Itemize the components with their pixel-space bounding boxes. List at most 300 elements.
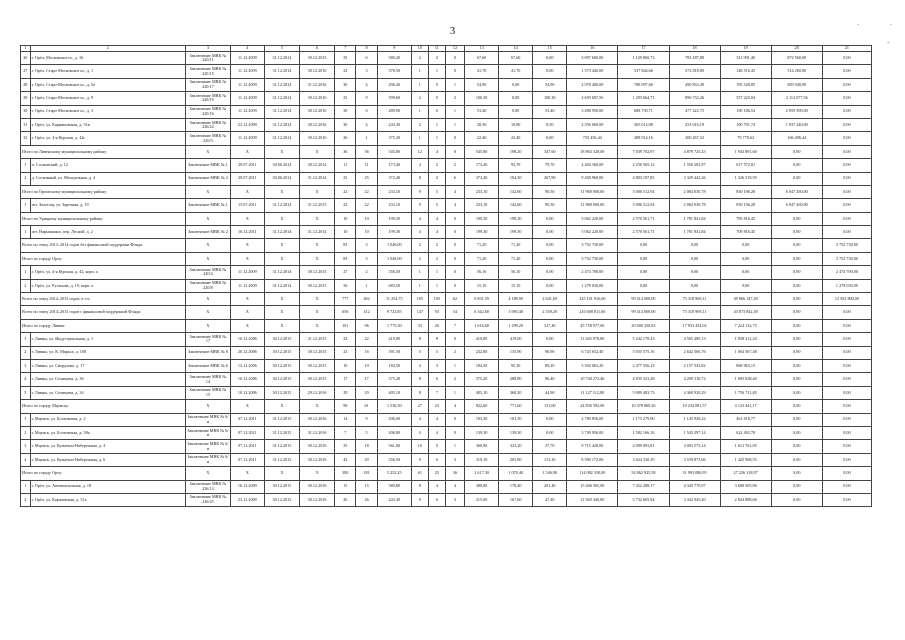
table-cell: 1 xyxy=(411,65,428,78)
table-cell: 4 209 310,72 xyxy=(669,373,720,386)
table-cell: 100,30 xyxy=(465,92,499,105)
table-cell: 22 xyxy=(356,199,377,212)
table-cell: 622 492,70 xyxy=(720,426,771,439)
document-cell: Заключение МВК № 17 xyxy=(186,333,231,346)
table-cell: X xyxy=(264,467,299,480)
table-cell: 30.12.2016 xyxy=(300,453,335,466)
table-cell: 26 xyxy=(356,493,377,506)
table-cell: 16.12.2009 xyxy=(230,480,264,493)
subtotal-label: Итого по Ливенскому муниципальному району: xyxy=(21,145,186,158)
table-cell: 0,00 xyxy=(669,279,720,292)
address-cell: г. Орёл, Старо-Московское ш., д. 1 xyxy=(30,65,186,78)
table-row xyxy=(21,226,872,239)
table-cell: 0,00 xyxy=(618,239,669,252)
table-cell: 6 xyxy=(356,105,377,118)
table-cell: 4 xyxy=(411,226,428,239)
table-cell: 1 xyxy=(411,279,428,292)
table-cell: X xyxy=(230,212,264,225)
table-cell: 0,00 xyxy=(822,400,871,413)
row-number: 2 xyxy=(21,426,31,439)
table-cell: 93,70 xyxy=(499,159,533,172)
table-cell: 11 920 440,00 xyxy=(567,493,618,506)
table-cell: 3 xyxy=(445,453,464,466)
table-cell: 31.12.2014 xyxy=(264,118,299,131)
column-number: 19 xyxy=(720,46,771,52)
table-cell: 142,60 xyxy=(499,199,533,212)
address-cell: г. Орёл, ул. Кармановская, д. 51в xyxy=(30,118,186,131)
table-row xyxy=(21,453,872,466)
table-cell: 103,30 xyxy=(465,413,499,426)
address-cell: г. Орёл, Московское ш., д. 16 xyxy=(30,52,186,65)
table-cell: 3 xyxy=(445,493,464,506)
table-cell: 43 xyxy=(335,453,356,466)
table-cell: 31.12.2016 xyxy=(300,426,335,439)
table-cell: 54 862 925,58 xyxy=(618,467,669,480)
table-cell: 375,20 xyxy=(377,373,411,386)
table-cell: 4 xyxy=(411,413,428,426)
table-cell: 2 157 543,82 xyxy=(669,359,720,372)
table-cell: 2 474 700,00 xyxy=(567,266,618,279)
table-cell: 31.12.2015 xyxy=(300,199,335,212)
table-cell: 28,30 xyxy=(465,118,499,131)
table-cell: 319,10 xyxy=(465,453,499,466)
table-cell: 0,00 xyxy=(771,212,822,225)
table-cell: 22 xyxy=(335,199,356,212)
table-cell: 31.12.2014 xyxy=(264,65,299,78)
table-cell: 31.12.2015 xyxy=(264,426,299,439)
table-cell: 31.12.2016 xyxy=(300,78,335,91)
table-cell: 30.12.2015 xyxy=(300,266,335,279)
table-cell: 419,00 xyxy=(465,333,499,346)
table-cell: 31.12.2014 xyxy=(264,132,299,145)
table-cell: 1 xyxy=(445,386,464,399)
address-cell: г. Орёл, ул. Автовокзальная, д. 18 xyxy=(30,480,186,493)
table-cell: 0,00 xyxy=(669,266,720,279)
table-cell: 96,90 xyxy=(533,346,567,359)
table-cell: X xyxy=(230,319,264,332)
table-cell: 20 600 350,83 xyxy=(618,319,669,332)
row-number: 3 xyxy=(21,359,31,372)
table-cell: 0,00 xyxy=(533,212,567,225)
table-cell: 31.12.2015 xyxy=(300,333,335,346)
table-cell: 139,30 xyxy=(499,426,533,439)
table-cell: 35 xyxy=(335,52,356,65)
table-cell: 199,30 xyxy=(377,212,411,225)
table-cell: 0 xyxy=(445,239,464,252)
table-cell: 1 xyxy=(445,105,464,118)
table-cell: X xyxy=(186,145,231,158)
subtotal-row xyxy=(21,252,872,265)
table-row xyxy=(21,493,872,506)
table-cell: X xyxy=(186,212,231,225)
table-cell: 1 xyxy=(445,78,464,91)
table-cell: 365 012,08 xyxy=(618,118,669,131)
table-cell: 15.07.2011 xyxy=(230,199,264,212)
table-cell: 0,00 xyxy=(771,440,822,453)
address-cell: г. Мценск, ул. Кузнечно-Набережная, д. 6 xyxy=(30,453,186,466)
address-cell: пгт. Залегощ, ул. Заречная, д. 19 xyxy=(30,199,186,212)
table-cell: 36 xyxy=(335,145,356,158)
table-cell: 33 xyxy=(411,319,428,332)
table-cell: 688 750,71 xyxy=(618,105,669,118)
table-cell: 167,60 xyxy=(499,493,533,506)
table-cell: 10.12.2006 xyxy=(230,333,264,346)
table-cell: 99 414 000,00 xyxy=(618,293,669,306)
table-cell: 22 xyxy=(335,185,356,198)
table-cell: 360,20 xyxy=(499,386,533,399)
table-cell: 253 016,18 xyxy=(669,118,720,131)
table-cell: 709 816,45 xyxy=(720,212,771,225)
document-cell: Заключение МВК № 226/24 xyxy=(186,118,231,131)
column-number: 18 xyxy=(669,46,720,52)
table-cell: 0,00 xyxy=(822,159,871,172)
row-number: 29 xyxy=(21,92,31,105)
subtotal-label: Итого по Орловскому муниципальному району: xyxy=(21,185,186,198)
table-cell: 17 933 434,02 xyxy=(669,319,720,332)
table-cell: 0,00 xyxy=(771,346,822,359)
table-cell: 10.12.2006 xyxy=(230,386,264,399)
table-cell: 30.12.2016 xyxy=(300,493,335,506)
document-cell: Заключение МВК № 220/8 xyxy=(186,279,231,292)
table-cell: 31.12.2014 xyxy=(264,279,299,292)
table-cell: 20.12.2006 xyxy=(230,346,264,359)
table-cell: 07.12.2011 xyxy=(230,440,264,453)
row-number: 1 xyxy=(21,266,31,279)
table-cell: 311 991,40 xyxy=(720,52,771,65)
table-cell: 206,80 xyxy=(377,426,411,439)
column-number: 12 xyxy=(445,46,464,52)
table-cell: 1 145 928,22 xyxy=(669,413,720,426)
table-row xyxy=(21,346,872,359)
table-cell: 317,40 xyxy=(533,319,567,332)
table-cell: 2 xyxy=(411,118,428,131)
table-cell: 31.12.2015 xyxy=(264,440,299,453)
table-cell: X xyxy=(264,400,299,413)
table-cell: 6 743 652,40 xyxy=(567,346,618,359)
table-cell: 288,80 xyxy=(499,373,533,386)
table-cell: 0,00 xyxy=(771,333,822,346)
address-cell: г. Ливны, ул. К. Маркса, д. 100 xyxy=(30,346,186,359)
row-number: 31 xyxy=(21,118,31,131)
table-cell: 0,00 xyxy=(499,105,533,118)
table-cell: 199,30 xyxy=(377,226,411,239)
table-cell: 5 xyxy=(356,426,377,439)
table-cell: 243,30 xyxy=(377,118,411,131)
table-cell: 0,00 xyxy=(822,52,871,65)
table-cell: 61 xyxy=(411,467,428,480)
table-cell: 771,60 xyxy=(499,400,533,413)
table-cell: 0,00 xyxy=(771,493,822,506)
table-cell: 71,20 xyxy=(499,252,533,265)
table-cell: 8 xyxy=(411,333,428,346)
table-cell: 5 252,25 xyxy=(377,467,411,480)
table-cell: 2 112 077,56 xyxy=(771,92,822,105)
table-cell: 36 xyxy=(356,145,377,158)
table-cell: 556,50 xyxy=(377,453,411,466)
table-cell: 922,60 xyxy=(465,400,499,413)
table-cell: 0,00 xyxy=(822,226,871,239)
table-cell: 100 791,74 xyxy=(720,118,771,131)
table-cell: 0,00 xyxy=(822,480,871,493)
table-cell: 30 xyxy=(335,78,356,91)
table-cell: 10 xyxy=(356,359,377,372)
table-cell: 1 612 761,05 xyxy=(720,440,771,453)
table-cell: 30.12.2016 xyxy=(300,132,335,145)
table-cell: 0,00 xyxy=(771,239,822,252)
table-cell: 11.12.2009 xyxy=(230,266,264,279)
column-number: 17 xyxy=(618,46,669,52)
table-cell: 71,20 xyxy=(465,239,499,252)
table-cell: 1 xyxy=(411,105,428,118)
table-cell: 1 129 860,73 xyxy=(618,52,669,65)
table-cell: 1 425 968,55 xyxy=(720,453,771,466)
table-cell: 10 xyxy=(356,226,377,239)
subtotal-label: Итого по Урицкому муниципальному району: xyxy=(21,212,186,225)
table-cell: 1 xyxy=(356,279,377,292)
table-cell: 0,00 xyxy=(822,172,871,185)
table-cell: 4 835 323,28 xyxy=(618,373,669,386)
housing-register-table xyxy=(20,45,872,507)
table-cell: 617 572,01 xyxy=(720,159,771,172)
table-cell: 378,50 xyxy=(377,65,411,78)
table-cell: 71,20 xyxy=(499,239,533,252)
table-cell: 4 404 360,00 xyxy=(567,159,618,172)
table-cell: 17 xyxy=(335,373,356,386)
table-cell: 477 422,75 xyxy=(669,105,720,118)
table-cell: 31.12.2014 xyxy=(264,92,299,105)
table-cell: 0,00 xyxy=(771,453,822,466)
document-cell: Заключение МВК № 220/3 xyxy=(186,132,231,145)
table-cell: 3 329 442,26 xyxy=(669,172,720,185)
table-cell: 0,00 xyxy=(720,279,771,292)
table-cell: 372,40 xyxy=(377,172,411,185)
table-cell: 3 xyxy=(428,359,445,372)
document-cell: Заключение МВК № 220/11 xyxy=(186,52,231,65)
table-cell: 6 047 260,00 xyxy=(771,199,822,212)
table-row xyxy=(21,266,872,279)
column-number: 20 xyxy=(771,46,822,52)
column-number: 1 xyxy=(21,46,31,52)
table-cell: 184,50 xyxy=(465,359,499,372)
table-cell: 2 xyxy=(428,239,445,252)
table-cell: X xyxy=(300,252,335,265)
table-cell: 233,10 xyxy=(465,185,499,198)
table-cell: 2 xyxy=(428,252,445,265)
column-number: 21 xyxy=(822,46,871,52)
table-cell: 101 xyxy=(335,319,356,332)
row-number: 1 xyxy=(21,199,31,212)
table-cell: 12 xyxy=(411,145,428,158)
table-cell: 4 xyxy=(445,400,464,413)
table-cell: 0,00 xyxy=(720,266,771,279)
table-cell: 0 xyxy=(445,426,464,439)
table-cell: 2 xyxy=(411,252,428,265)
table-cell: 6 831,59 xyxy=(465,293,499,306)
table-cell: 31.12.2014 xyxy=(264,199,299,212)
column-number: 16 xyxy=(567,46,618,52)
table-cell: 54 xyxy=(445,306,464,319)
table-cell: 30.12.2015 xyxy=(300,346,335,359)
table-row xyxy=(21,440,872,453)
table-cell: 11.12.2009 xyxy=(230,92,264,105)
table-cell: 30 xyxy=(335,105,356,118)
table-cell: 114 082 330,00 xyxy=(567,467,618,480)
table-cell: 89,20 xyxy=(533,359,567,372)
table-cell: 9 458 960,00 xyxy=(567,172,618,185)
table-cell: 490 833,49 xyxy=(669,78,720,91)
table-cell: 1 781 841,84 xyxy=(669,226,720,239)
table-cell: 216 608 811,60 xyxy=(567,306,618,319)
table-cell: 4 xyxy=(445,199,464,212)
address-cell: г. Ливны, ул. Свердлова, д. 17 xyxy=(30,359,186,372)
column-number: 5 xyxy=(264,46,299,52)
document-cell: Заключение МВК № 220/19 xyxy=(186,92,231,105)
table-cell: 267,90 xyxy=(533,172,567,185)
table-cell: 372 818,89 xyxy=(669,65,720,78)
column-number: 2 xyxy=(30,46,186,52)
table-cell: 872 560,00 xyxy=(771,52,822,65)
column-number: 15 xyxy=(533,46,567,52)
table-cell: 5 009 483,73 xyxy=(618,386,669,399)
table-cell: X xyxy=(300,239,335,252)
table-cell: 30.12.2014 xyxy=(300,159,335,172)
subtotal-row xyxy=(21,306,872,319)
row-number: 30 xyxy=(21,105,31,118)
table-cell: 357 223,04 xyxy=(720,92,771,105)
table-row xyxy=(21,105,872,118)
table-cell: 5 732 605,94 xyxy=(618,493,669,506)
table-cell: 17 xyxy=(356,373,377,386)
table-cell: 25 xyxy=(356,172,377,185)
table-cell: 199,30 xyxy=(499,226,533,239)
row-number: 2 xyxy=(21,346,31,359)
table-cell: 7 xyxy=(335,426,356,439)
table-cell: 1 546,90 xyxy=(533,467,567,480)
table-cell: 1 040,00 xyxy=(377,239,411,252)
table-cell: 6 xyxy=(428,373,445,386)
column-number: 6 xyxy=(300,46,335,52)
table-cell: 86,40 xyxy=(533,373,567,386)
table-cell: 0,00 xyxy=(533,279,567,292)
table-cell: 30.12.2016 xyxy=(300,413,335,426)
document-cell: Заключение МВК № 1 xyxy=(186,159,231,172)
address-cell: г. Ливны, ул. Селищева, д. 34 xyxy=(30,386,186,399)
document-cell: Заключение МВК № 226/25 xyxy=(186,493,231,506)
table-cell: 2 474 700,00 xyxy=(822,266,871,279)
table-cell: 3 752 730,00 xyxy=(822,239,871,252)
table-cell: 0 xyxy=(445,212,464,225)
table-cell: 868 963,15 xyxy=(720,359,771,372)
table-cell: 1 xyxy=(428,118,445,131)
table-cell: 375,20 xyxy=(465,373,499,386)
table-cell: 0,00 xyxy=(822,346,871,359)
table-cell: 2 477 556,23 xyxy=(618,359,669,372)
table-cell: 896 732,26 xyxy=(669,92,720,105)
table-cell: 0,00 xyxy=(771,279,822,292)
row-number: 28 xyxy=(21,78,31,91)
table-cell: X xyxy=(186,319,231,332)
table-cell: 29.07.2011 xyxy=(230,172,264,185)
table-cell: 178,40 xyxy=(499,480,533,493)
table-cell: 2 xyxy=(445,159,464,172)
table-row xyxy=(21,172,872,185)
table-cell: 99 414 000,00 xyxy=(618,306,669,319)
table-cell: 1 040,00 xyxy=(377,252,411,265)
row-number: 1 xyxy=(21,159,31,172)
table-cell: 3 xyxy=(356,252,377,265)
table-cell: 31 993 086,95 xyxy=(669,467,720,480)
table-cell: 07.12.2011 xyxy=(230,413,264,426)
table-cell: 104,50 xyxy=(499,172,533,185)
table-cell: 8 590 172,00 xyxy=(567,453,618,466)
table-cell: 0,00 xyxy=(822,493,871,506)
table-cell: 7 039 702,97 xyxy=(618,145,669,158)
table-cell: 15 406 365,00 xyxy=(567,480,618,493)
table-cell: 93 xyxy=(428,306,445,319)
table-cell: 4 189,90 xyxy=(499,293,533,306)
table-cell: 0,00 xyxy=(499,78,533,91)
table-cell: 9 xyxy=(411,199,428,212)
table-cell: 79 778,62 xyxy=(720,132,771,145)
table-cell: X xyxy=(264,239,299,252)
document-cell: Заключение МВК № 1 xyxy=(186,199,231,212)
table-cell: 1 838 312,24 xyxy=(720,333,771,346)
table-cell: 95,30 xyxy=(499,359,533,372)
table-cell: 405,10 xyxy=(465,386,499,399)
table-cell: 545,80 xyxy=(465,145,499,158)
row-number: 27 xyxy=(21,65,31,78)
table-cell: 1 xyxy=(428,266,445,279)
table-cell: 23 xyxy=(335,346,356,359)
table-cell: 683,50 xyxy=(377,279,411,292)
table-cell: 22,40 xyxy=(499,132,533,145)
table-cell: 735 456,44 xyxy=(567,132,618,145)
table-cell: 30.12.2015 xyxy=(300,373,335,386)
table-cell: 0,00 xyxy=(822,212,871,225)
table-cell: 0,00 xyxy=(533,226,567,239)
table-cell: 9 xyxy=(411,493,428,506)
table-cell: 16 xyxy=(356,346,377,359)
table-cell: 15,10 xyxy=(499,279,533,292)
table-cell: 30.06.2014 xyxy=(264,159,299,172)
row-number: 1 xyxy=(21,413,31,426)
table-cell: 30.12.2015 xyxy=(264,346,299,359)
table-cell: 0,00 xyxy=(822,440,871,453)
table-cell: 656 xyxy=(335,306,356,319)
table-cell: 11 xyxy=(356,159,377,172)
column-number: 4 xyxy=(230,46,264,52)
table-cell: 9 xyxy=(356,413,377,426)
table-cell: 0 xyxy=(445,266,464,279)
table-cell: 0,00 xyxy=(771,373,822,386)
table-cell: 3 006 512,94 xyxy=(618,185,669,198)
table-cell: 375,30 xyxy=(377,132,411,145)
table-cell: 19,80 xyxy=(499,118,533,131)
table-cell: 0,00 xyxy=(499,92,533,105)
table-cell: 1 xyxy=(428,132,445,145)
table-cell: X xyxy=(300,306,335,319)
table-cell: 11.12.2009 xyxy=(230,279,264,292)
table-cell: X xyxy=(186,400,231,413)
table-cell: 830 196,28 xyxy=(720,185,771,198)
table-cell: 14.12.2006 xyxy=(230,359,264,372)
table-cell: 0,00 xyxy=(533,252,567,265)
column-number: 7 xyxy=(335,46,356,52)
table-cell: 419,00 xyxy=(377,333,411,346)
table-cell: 4 xyxy=(411,159,428,172)
table-cell: 44,90 xyxy=(533,386,567,399)
address-cell: д. Сосковный, ул. Молодежная, д. 4 xyxy=(30,172,186,185)
